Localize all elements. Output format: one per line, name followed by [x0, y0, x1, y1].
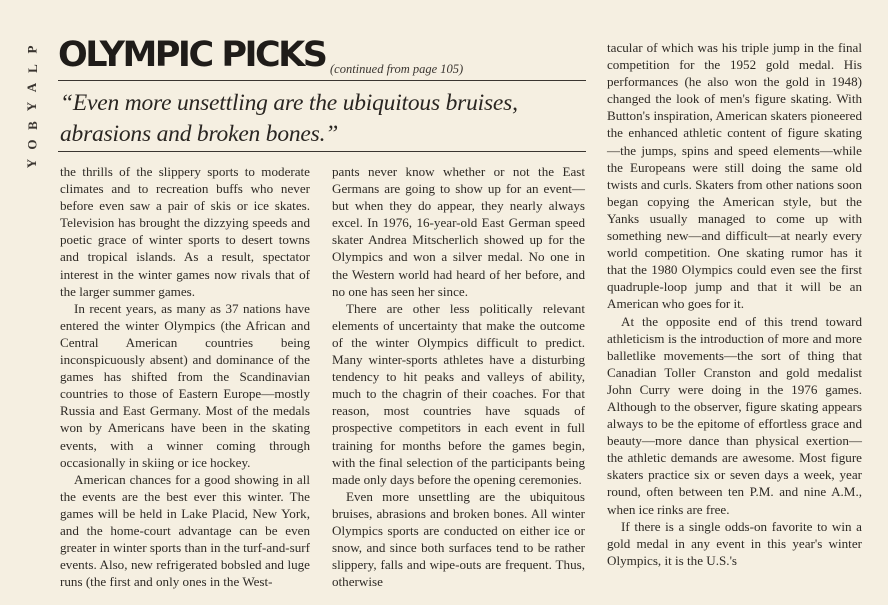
side-label-letter: O — [24, 139, 40, 150]
article-paragraph: If there is a single odds-on favorite to win a gold medal in any event in this year's winter Olympics, it is the U.S.'s — [607, 518, 862, 568]
side-label-letter: Y — [24, 101, 40, 112]
magazine-side-label — [22, 40, 42, 173]
article-paragraph: Even more unsettling are the ubiquitous bruises, abrasions and broken bones. All winter Olympics sports are conducted on either ice or snow, and since both surfaces tend to be rather slippery, falls and wipe-outs are frequent. Thus, otherwise — [332, 488, 585, 590]
text-column-3 — [607, 39, 862, 569]
article-paragraph: pants never know whether or not the East Germans are going to show up for an event—but when they do appear, they nearly always excel. In 1976, 16-year-old East German speed skater Andrea Mitscherlich showed up for the Olympics and won a silver medal. No one in the Western world had heard of her before, and no one has seen her since. — [332, 164, 585, 299]
top-divider — [58, 80, 586, 81]
side-label-letter: A — [24, 82, 40, 93]
continued-from-note: (continued from page 105) — [330, 62, 464, 76]
article-paragraph: At the opposite end of this trend toward athleticism is the introduction of more and more balletlike movements—the sort of thing that Canadian Toller Cranston and gold medalist John Curry were doing in the 1976 games. Although to the observer, figure skating appears always to be the epitome of effortless grace and beauty—more dance than physical exertion—the athletic demands are awesome. Most figure skaters practice six or seven days a week, year round, often between ten P.M. and nine A.M., when ice rinks are free. — [607, 313, 862, 517]
article-paragraph: In recent years, as many as 37 nations have entered the winter Olympics (the African and Central American countries being inconspicuously absent) and dominance of the games has shifted from the Scandinavian countries to those of Eastern Europe—mostly Russia and East Germany. Most of the medals won by Americans have been in the skating events, with a winner coming through occasionally in skiing or ice hockey. — [60, 300, 310, 470]
pull-quote: “Even more unsettling are the ubiquitous bruises, abrasions and broken bones.” — [60, 90, 518, 147]
article-paragraph: the thrills of the slippery sports to moderate climates and to recreation buffs who never before even saw a pair of skis or ice skates. Television has brought the dizzying speeds and poetic grace of winter sports to desert towns and tropical islands. As a result, spectator interest in the winter games now rivals that of the larger summer games. — [60, 164, 310, 299]
bottom-divider — [58, 151, 586, 152]
article-paragraph: There are other less politically relevant elements of uncertainty that make the outcome of the winter Olympics difficult to predict. Many winter-sports athletes have a disturbing tendency to hit peaks and valleys of ability, much to the chagrin of their coaches. For that reason, most countries have squads of prospective competitors in each event in full training for months before the games begin, with the final selection of the participants being made only days before the opening ceremonies. — [332, 300, 585, 487]
text-column-2 — [332, 163, 585, 590]
side-label-letter: B — [24, 121, 40, 130]
article-headline: OLYMPIC PICKS — [58, 35, 326, 75]
text-column-1 — [60, 163, 310, 590]
side-label-letter: L — [24, 64, 40, 73]
side-label-letter: P — [24, 45, 40, 54]
article-paragraph: American chances for a good showing in all the events are the best ever this winter. The games will be held in Lake Placid, New York, and the home-court advantage can be even greater in winter sports than in the turf-and-surf events. Also, new refrigerated bobsled and luge runs (the first and only ones in the West- — [60, 471, 310, 590]
side-label-letter: Y — [24, 158, 40, 169]
article-paragraph: tacular of which was his triple jump in the final competition for the 1952 gold medal. His performances (he also won the gold in 1948) changed the look of men's figure skating. With Button's inspiration, American skaters pioneered the enhanced athletic content of figure skating—the jumps, spins and speed elements—while the Europeans were still doing the same old twists and curls. Skaters from other nations soon began copying the American style, but the Yanks usually managed to come up with something new—and difficult—at nearly every world competition. One skating rumor has it that the 1980 Olympics could even see the first quadruple-loop jump and that it will be an American who goes for it. — [607, 40, 862, 312]
